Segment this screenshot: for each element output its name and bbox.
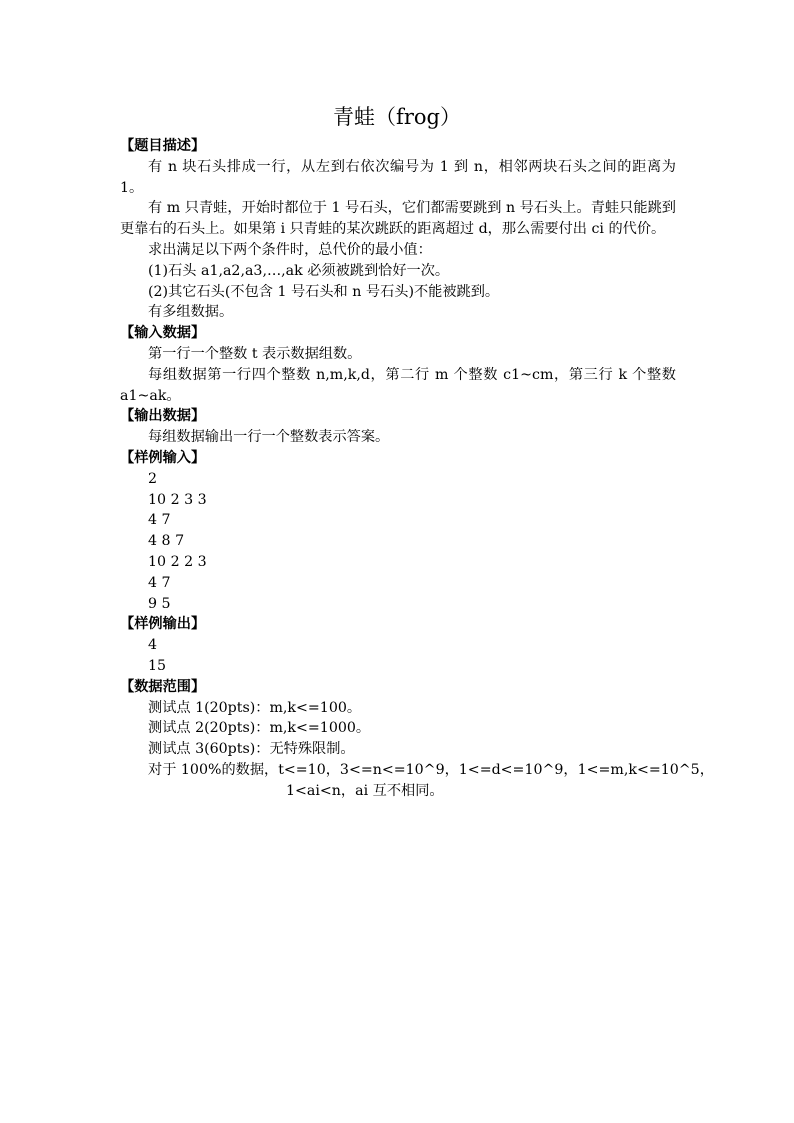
section-heading-range: 【数据范围】 [120, 678, 206, 695]
description-line: 求出满足以下两个条件时，总代价的最小值： [148, 241, 432, 258]
sample-input-line: 10 2 3 3 [148, 491, 207, 508]
section-heading-sample-input: 【样例输入】 [120, 449, 206, 466]
sample-input-line: 9 5 [148, 595, 171, 612]
section-heading-description: 【题目描述】 [120, 138, 206, 154]
section-heading-input: 【输入数据】 [120, 325, 206, 342]
description-paragraph: 有 m 只青蛙，开始时都位于 1 号石头，它们都需要跳到 n 号石头上。青蛙只能跳到更靠右的石头上。如果第 i 只青蛙的某次跳跃的距离超过 d，那么需要付出 ci 的代价。 [120, 200, 676, 238]
problem-body [120, 136, 714, 802]
range-line: 对于 100%的数据，t<=10，3<=n<=10^9，1<=d<=10^9，1<=m,k<=10^5， [148, 761, 714, 778]
range-line: 测试点 3(60pts)：无特殊限制。 [148, 741, 355, 758]
section-heading-sample-output: 【样例输出】 [120, 616, 206, 633]
sample-input-line: 10 2 2 3 [148, 553, 207, 570]
sample-input-line: 4 8 7 [148, 533, 185, 550]
input-line: 第一行一个整数 t 表示数据组数。 [148, 345, 362, 362]
description-line: 有多组数据。 [148, 304, 234, 321]
input-paragraph: 每组数据第一行四个整数 n,m,k,d，第二行 m 个整数 c1~cm，第三行 k 个整数 a1~ak。 [120, 366, 676, 404]
description-line: (2)其它石头(不包含 1 号石头和 n 号石头)不能被跳到。 [148, 283, 500, 300]
range-line-continued: 1<ai<n，ai 互不相同。 [286, 782, 444, 799]
output-line: 每组数据输出一行一个整数表示答案。 [148, 429, 390, 446]
range-line: 测试点 1(20pts)：m,k<=100。 [148, 699, 362, 716]
sample-input-line: 4 7 [148, 574, 171, 591]
sample-input-line: 4 7 [148, 512, 171, 529]
sample-input-line: 2 [148, 470, 158, 487]
page-title: 青蛙（frog） [333, 105, 461, 129]
sample-output-line: 15 [148, 657, 167, 674]
description-line: (1)石头 a1,a2,a3,…,ak 必须被跳到恰好一次。 [148, 262, 450, 279]
description-paragraph: 有 n 块石头排成一行，从左到右依次编号为 1 到 n，相邻两块石头之间的距离为 1。 [120, 158, 676, 196]
range-line: 测试点 2(20pts)：m,k<=1000。 [148, 720, 371, 737]
section-heading-output: 【输出数据】 [120, 408, 206, 425]
sample-output-line: 4 [148, 637, 158, 654]
